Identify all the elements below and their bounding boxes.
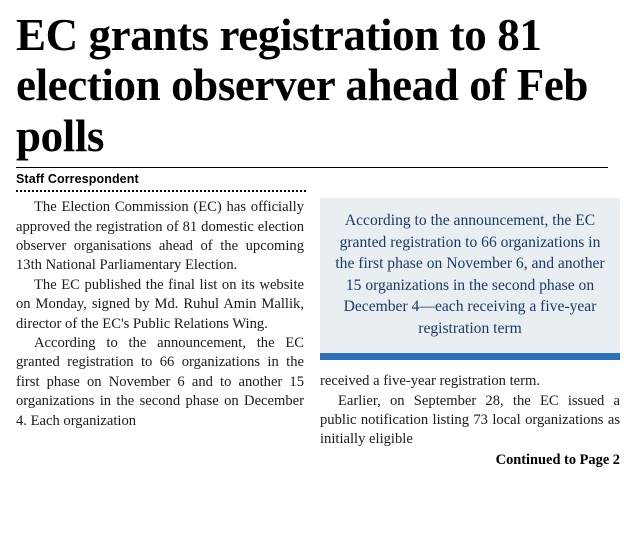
paragraph: The EC published the final list on its website on Monday, signed by Md. Ruhul Amin Mallik, director of the EC's Public Relations Wing. bbox=[16, 276, 304, 332]
continued-note: Continued to Page 2 bbox=[495, 451, 620, 468]
pull-quote: According to the announcement, the EC granted registration to 66 organizations in the first phase on November 6, and another 15 organizations in the second phase on December 4—each receiving a five-year registration term bbox=[320, 198, 620, 353]
right-column bbox=[320, 198, 620, 469]
left-column bbox=[14, 198, 306, 431]
paragraph: The Election Commission (EC) has officially approved the registration of 81 domestic election observer organisations ahead of the upcoming 13th National Parliamentary Election. bbox=[16, 199, 304, 274]
byline-block bbox=[14, 168, 308, 192]
page-title: EC grants registration to 81 election observer ahead of Feb polls bbox=[16, 10, 589, 161]
article-columns bbox=[14, 198, 620, 469]
right-column-body bbox=[320, 372, 620, 450]
paragraph: received a five-year registration term. bbox=[320, 373, 541, 390]
pull-quote-accent-bar bbox=[320, 353, 620, 360]
byline-dotted-divider bbox=[16, 190, 306, 192]
byline: Staff Correspondent bbox=[16, 172, 139, 187]
paragraph: According to the announcement, the EC granted registration to 66 organizations in the first phase on November 6 and to another 15 organizations in the second phase on December 4. Each organization bbox=[16, 335, 304, 429]
paragraph: Earlier, on September 28, the EC issued a public notification listing 73 local organizations as initially eligible bbox=[320, 392, 620, 448]
